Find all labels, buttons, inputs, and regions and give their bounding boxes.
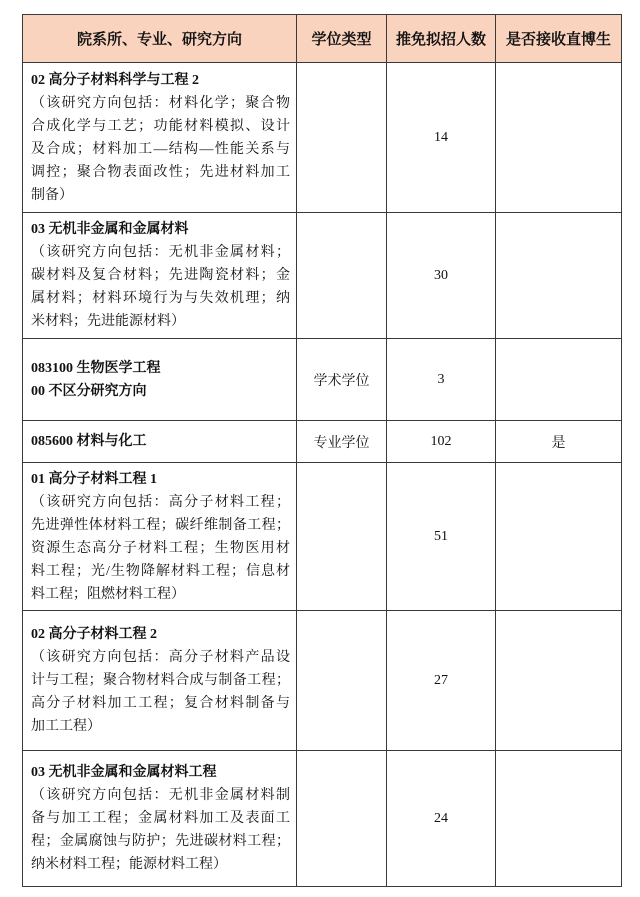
quota-cell: 51 (387, 463, 496, 611)
direction-cell (23, 751, 297, 887)
table-row (23, 63, 622, 213)
degree-type-cell (297, 213, 387, 339)
quota-cell: 102 (387, 421, 496, 463)
program-title: 02 高分子材料工程 2 (31, 627, 157, 642)
table-header (23, 15, 622, 63)
quota-cell: 24 (387, 751, 496, 887)
direct-phd-cell (496, 213, 622, 339)
direction-cell (23, 611, 297, 751)
research-scope-line: （该研究方向包括：无机非金属材料制 (31, 788, 290, 803)
direction-cell (23, 213, 297, 339)
header-quota: 推免拟招人数 (387, 15, 496, 63)
research-scope-line: （该研究方向包括：高分子材料工程； (31, 494, 290, 510)
research-scope-line: 备与加工工程；金属材料加工及表面工 (31, 811, 290, 826)
quota-cell: 3 (387, 339, 496, 421)
program-title: 085600 材料与化工 (31, 434, 147, 449)
research-scope-line: 料工程；光/生物降解材料工程；信息材 (31, 563, 290, 579)
research-scope-line: 碳材料及复合材料；先进陶瓷材料；金 (31, 268, 290, 283)
direct-phd-cell (496, 463, 622, 611)
research-scope-line: 米材料；先进能源材料） (31, 314, 185, 329)
research-scope-line: （该研究方向包括：高分子材料产品设 (31, 650, 290, 665)
research-scope-line: 先进弹性体材料工程；碳纤维制备工程； (31, 517, 290, 533)
research-scope-line: 程；金属腐蚀与防护；先进碳材料工程； (31, 834, 290, 849)
direct-phd-cell (496, 339, 622, 421)
research-scope-line: 及合成；材料加工—结构—性能关系与 (31, 141, 290, 157)
table-row (23, 611, 622, 751)
research-scope-line: 合成化学与工艺；功能材料模拟、设计 (31, 118, 290, 134)
program-title: 03 无机非金属和金属材料工程 (31, 765, 217, 780)
research-scope-line: 高分子材料加工工程；复合材料制备与 (31, 696, 290, 711)
header-degree-type: 学位类型 (297, 15, 387, 63)
program-title: 02 高分子材料科学与工程 2 (31, 72, 199, 88)
program-title: 03 无机非金属和金属材料 (31, 222, 189, 237)
direction-cell (23, 63, 297, 213)
direction-cell (23, 421, 297, 463)
direct-phd-cell (496, 751, 622, 887)
research-scope-line: 计与工程；聚合物材料合成与制备工程； (31, 673, 290, 688)
direct-phd-cell (496, 611, 622, 751)
degree-type-cell (297, 611, 387, 751)
degree-type-cell (297, 63, 387, 213)
header-direction: 院系所、专业、研究方向 (23, 15, 297, 63)
program-title: 01 高分子材料工程 1 (31, 471, 157, 487)
header-direct-phd: 是否接收直博生 (496, 15, 622, 63)
table-row (23, 751, 622, 887)
research-scope-line: 制备） (31, 187, 73, 203)
table-row (23, 213, 622, 339)
table-row (23, 463, 622, 611)
admission-quota-table (22, 14, 622, 887)
degree-type-cell (297, 751, 387, 887)
research-scope-line: 属材料；材料环境行为与失效机理；纳 (31, 291, 290, 306)
research-scope-line: 资源生态高分子材料工程；生物医用材 (31, 540, 290, 556)
research-direction-title: 00 不区分研究方向 (31, 383, 147, 399)
direct-phd-cell: 是 (496, 421, 622, 463)
quota-cell: 27 (387, 611, 496, 751)
table-row (23, 421, 622, 463)
research-scope-line: （该研究方向包括：材料化学；聚合物 (31, 95, 290, 111)
program-title: 083100 生物医学工程 (31, 360, 161, 376)
quota-cell: 30 (387, 213, 496, 339)
research-scope-line: 调控；聚合物表面改性；先进材料加工 (31, 164, 290, 180)
research-scope-line: 纳米材料工程；能源材料工程） (31, 857, 227, 872)
research-scope-line: 加工工程） (31, 719, 101, 734)
direction-cell (23, 463, 297, 611)
degree-type-cell: 学术学位 (297, 339, 387, 421)
table-row (23, 339, 622, 421)
direction-cell (23, 339, 297, 421)
research-scope-line: 料工程；阻燃材料工程） (31, 586, 185, 602)
quota-cell: 14 (387, 63, 496, 213)
degree-type-cell (297, 463, 387, 611)
direct-phd-cell (496, 63, 622, 213)
research-scope-line: （该研究方向包括：无机非金属材料； (31, 245, 290, 260)
degree-type-cell: 专业学位 (297, 421, 387, 463)
